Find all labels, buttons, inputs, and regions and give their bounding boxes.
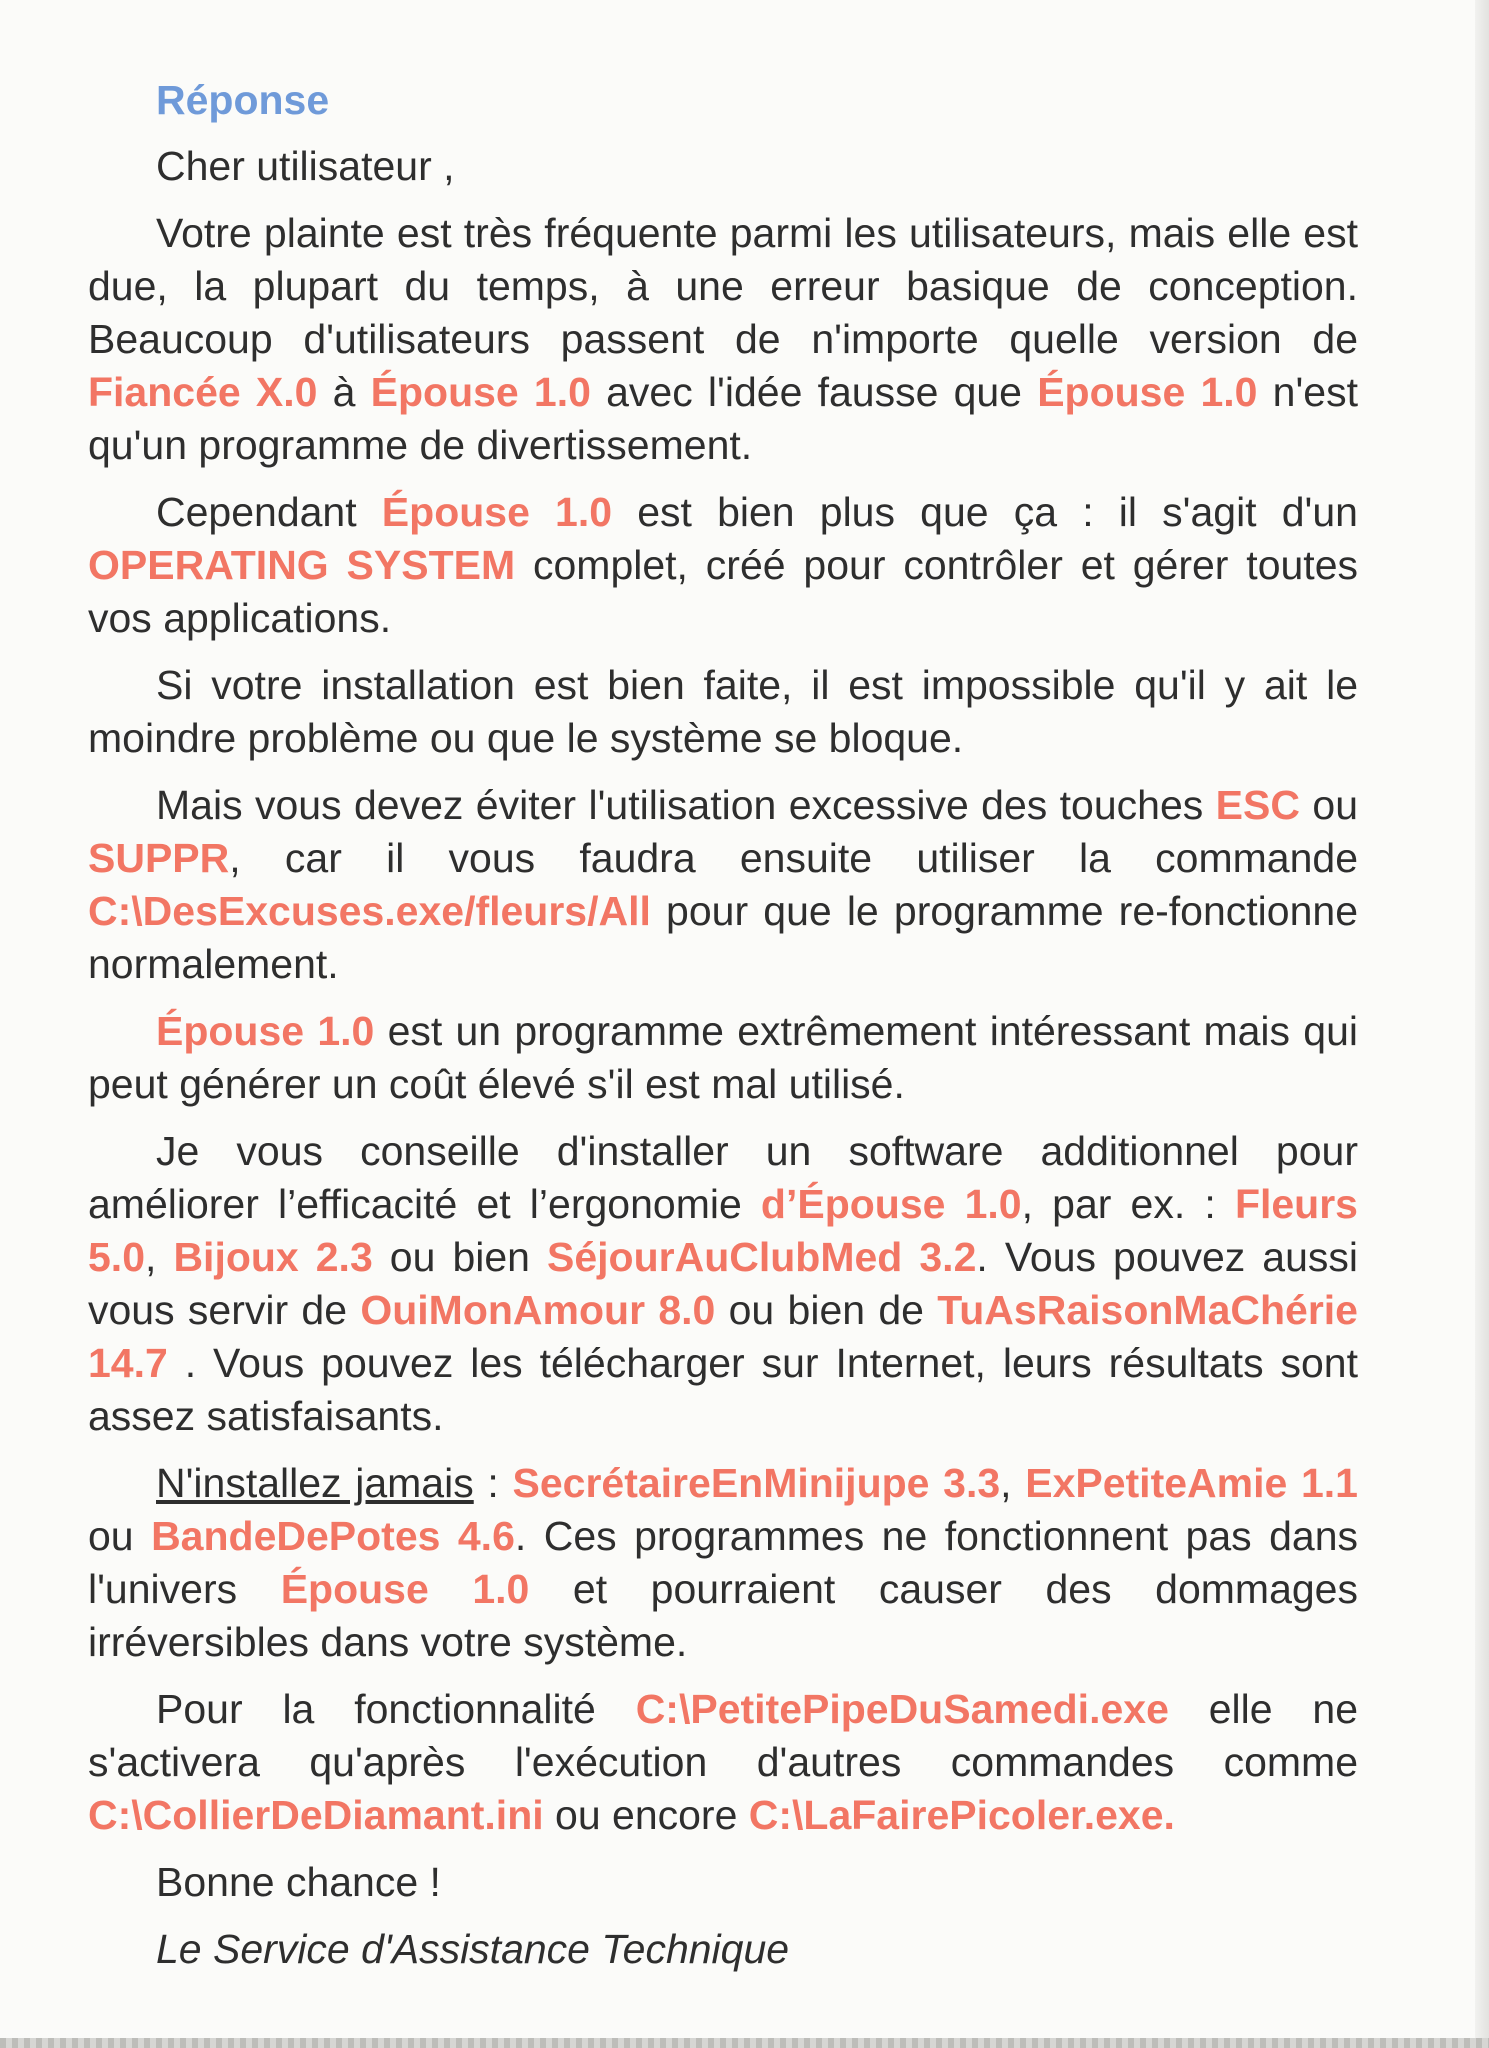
software-name: Épouse 1.0: [370, 369, 591, 415]
command-name: C:\CollierDeDiamant.ini: [88, 1792, 544, 1838]
software-name: Fleurs 5.0: [88, 1181, 1358, 1280]
text: avec l'idée fausse que: [590, 369, 1038, 415]
key-name: ESC: [1215, 782, 1300, 828]
software-name: ExPetiteAmie 1.1: [1025, 1460, 1358, 1506]
signature: Le Service d'Assistance Technique: [156, 1926, 790, 1972]
paragraph-8: [88, 1683, 1358, 1842]
text: elle ne s'activera qu'après l'exécution d'autres commandes comme: [88, 1686, 1358, 1785]
greeting: Cher utilisateur ,: [156, 143, 455, 189]
software-name: SéjourAuClubMed 3.2: [547, 1234, 977, 1280]
text: et pourraient causer des dommages irréversibles dans votre système.: [88, 1566, 1358, 1665]
paragraph-5: [88, 1005, 1358, 1111]
paragraph-1: [88, 207, 1358, 472]
text: . Vous pouvez aussi vous servir de: [88, 1234, 1359, 1333]
text: complet, créé pour contrôler et gérer toutes vos applications.: [88, 542, 1358, 641]
text: Votre plainte est très fréquente parmi les utilisateurs, mais elle est due, la plupart du temps, à une erreur basique de conception. Beaucoup d'utilisateurs passent de n'importe quelle version de: [88, 210, 1358, 362]
command-name: C:\LaFairePicoler.exe.: [748, 1792, 1175, 1838]
software-name: BandeDePotes 4.6: [151, 1513, 515, 1559]
paragraph-6: [88, 1125, 1358, 1443]
text: est bien plus que ça : il s'agit d'un: [612, 489, 1358, 535]
software-name: Épouse 1.0: [381, 489, 613, 535]
software-name: TuAsRaisonMaChérie 14.7: [88, 1287, 1358, 1386]
software-name: d’Épouse 1.0: [760, 1181, 1022, 1227]
text: ,: [145, 1234, 174, 1280]
paragraph-3: Si votre installation est bien faite, il est impossible qu'il y ait le moindre problème ou que le système se bloque.: [88, 662, 1358, 761]
software-name: Bijoux 2.3: [173, 1234, 373, 1280]
text: ou bien de: [715, 1287, 938, 1333]
closing: Bonne chance !: [156, 1859, 441, 1905]
paragraph-7: [88, 1457, 1358, 1669]
key-name: SUPPR: [88, 835, 230, 881]
text: . Vous pouvez les télécharger sur Internet, leurs résultats sont assez satisfaisants.: [88, 1340, 1358, 1439]
text: ou: [88, 1513, 152, 1559]
software-name: OPERATING SYSTEM: [88, 542, 516, 588]
software-name: Épouse 1.0: [156, 1008, 375, 1054]
software-name: Épouse 1.0: [280, 1566, 530, 1612]
text: est un programme extrêmement intéressant mais qui peut générer un coût élevé s'il est mal utilisé.: [88, 1008, 1358, 1107]
scan-edge-right: [1475, 0, 1489, 2048]
software-name: OuiMonAmour 8.0: [360, 1287, 716, 1333]
text: ou encore: [543, 1792, 749, 1838]
text: ou: [1299, 782, 1358, 828]
text: pour que le programme re-fonctionne normalement.: [88, 888, 1358, 987]
software-name: Épouse 1.0: [1037, 369, 1258, 415]
text: ,: [1000, 1460, 1026, 1506]
command-name: C:\DesExcuses.exe/fleurs/All: [88, 888, 651, 934]
text: , par ex. :: [1021, 1181, 1235, 1227]
text: Mais vous devez éviter l'utilisation excessive des touches: [156, 782, 1216, 828]
text: Pour la fonctionnalité: [156, 1686, 636, 1732]
text: à: [317, 369, 371, 415]
text: n'est qu'un programme de divertissement.: [88, 369, 1358, 468]
text: . Ces programmes ne fonctionnent pas dans l'univers: [88, 1513, 1359, 1612]
text: Cependant: [156, 489, 382, 535]
scan-edge-bottom: [0, 2038, 1489, 2048]
underlined-text: N'installez jamais: [156, 1460, 474, 1506]
letter: [88, 60, 1358, 1990]
text: Je vous conseille d'installer un software additionnel pour améliorer l’efficacité et l’ergonomie: [88, 1128, 1358, 1227]
text: , car il vous faudra ensuite utiliser la commande: [229, 835, 1358, 881]
letter-heading: Réponse: [156, 77, 330, 123]
software-name: SecrétaireEnMinijupe 3.3: [512, 1460, 1001, 1506]
software-name: Fiancée X.0: [88, 369, 318, 415]
text: :: [473, 1460, 513, 1506]
paragraph-2: [88, 486, 1358, 645]
paragraph-4: [88, 779, 1358, 991]
text: ou bien: [372, 1234, 548, 1280]
command-name: C:\PetitePipeDuSamedi.exe: [635, 1686, 1169, 1732]
